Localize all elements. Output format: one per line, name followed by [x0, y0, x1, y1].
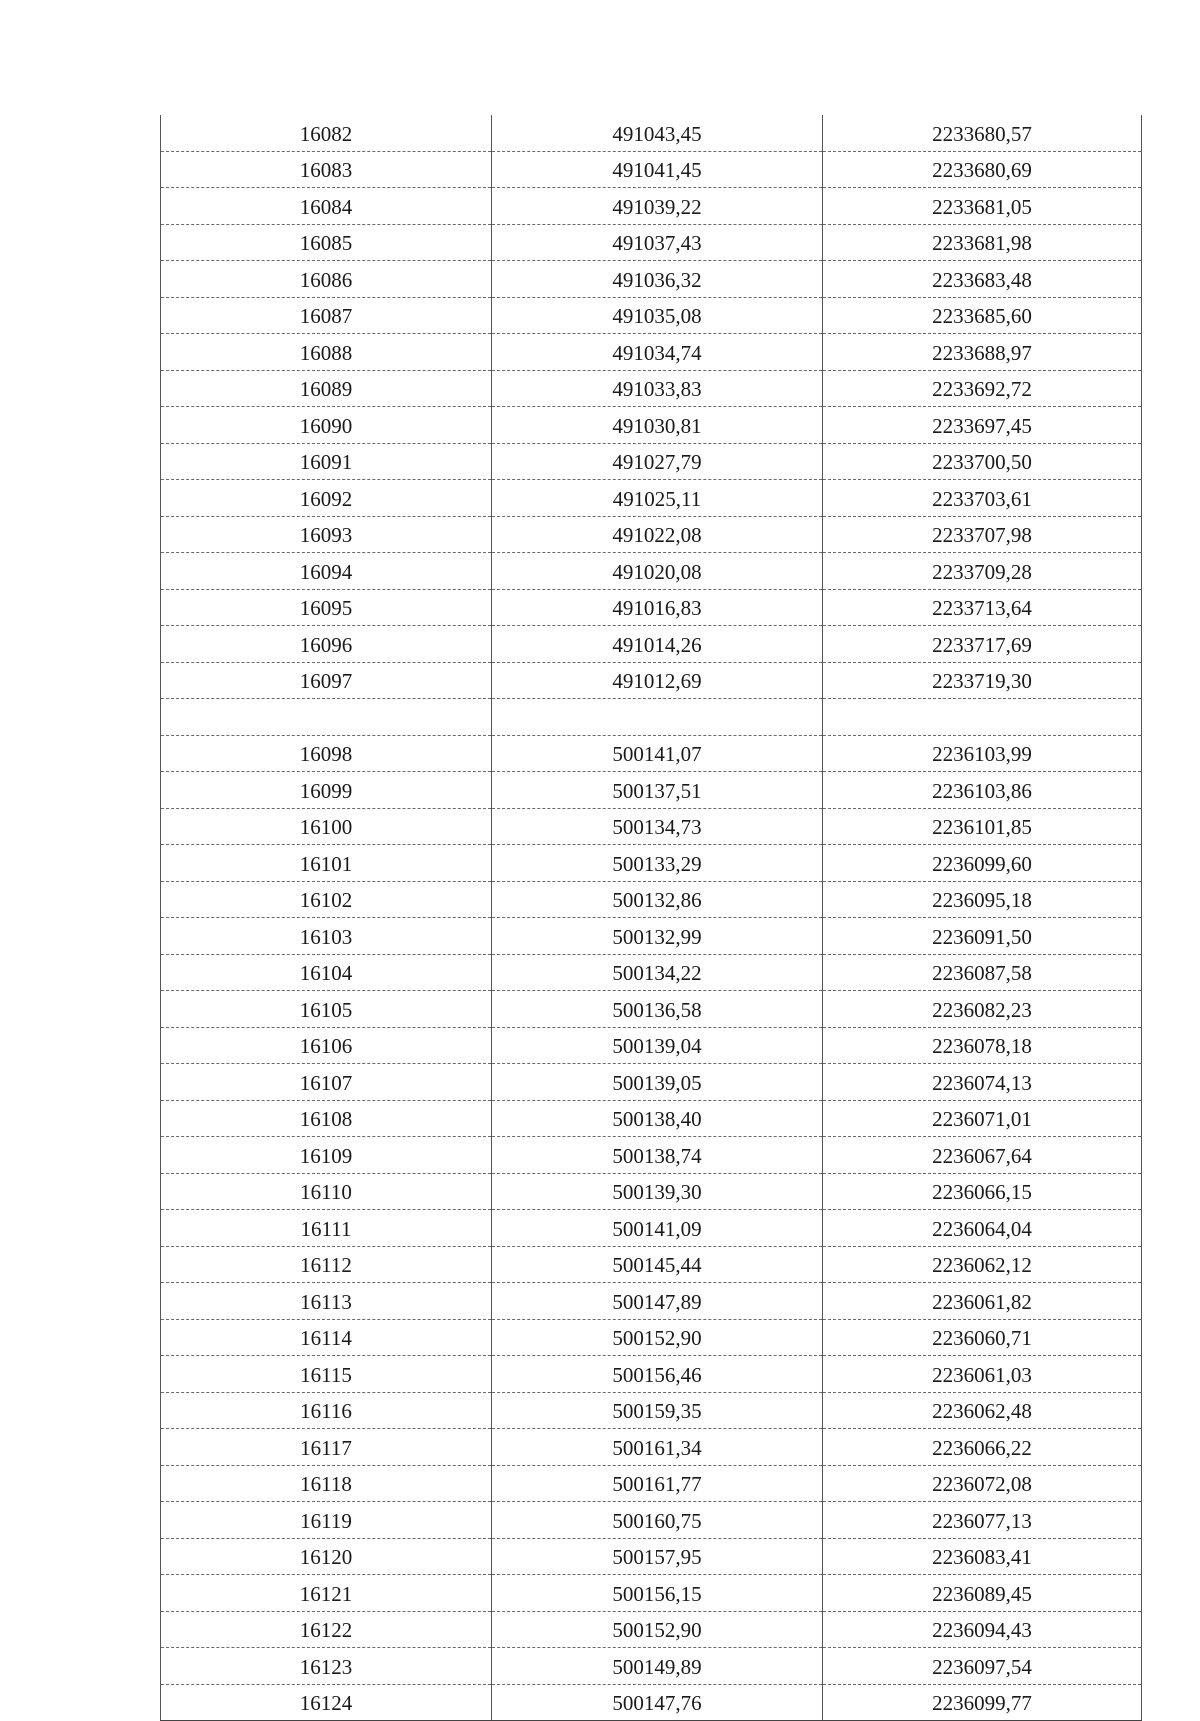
- y-coordinate-cell: 2236060,71: [823, 1319, 1142, 1356]
- y-coordinate-cell: 2236066,22: [823, 1429, 1142, 1466]
- x-coordinate-cell: 500136,58: [492, 991, 823, 1028]
- point-number-cell: 16099: [161, 772, 492, 809]
- x-coordinate-cell: 500141,07: [492, 735, 823, 772]
- x-coordinate-cell: 500138,40: [492, 1100, 823, 1137]
- y-coordinate-cell: 2236072,08: [823, 1465, 1142, 1502]
- x-coordinate-cell: 500160,75: [492, 1502, 823, 1539]
- point-number-cell: 16110: [161, 1173, 492, 1210]
- x-coordinate-cell: 500147,76: [492, 1684, 823, 1721]
- table-row: [161, 808, 1142, 845]
- table-row: [161, 188, 1142, 225]
- y-coordinate-cell: 2233680,69: [823, 151, 1142, 188]
- table-row: [161, 1611, 1142, 1648]
- y-coordinate-cell: 2233692,72: [823, 370, 1142, 407]
- x-coordinate-cell: 491039,22: [492, 188, 823, 225]
- y-coordinate-cell: 2236095,18: [823, 881, 1142, 918]
- y-coordinate-cell: 2236103,86: [823, 772, 1142, 809]
- table-row: [161, 1173, 1142, 1210]
- table-row: [161, 334, 1142, 371]
- table-row: [161, 1392, 1142, 1429]
- table-row: [161, 261, 1142, 298]
- y-coordinate-cell: 2236101,85: [823, 808, 1142, 845]
- table-row: [161, 881, 1142, 918]
- point-number-cell: 16086: [161, 261, 492, 298]
- y-coordinate-cell: 2233683,48: [823, 261, 1142, 298]
- table-row: [161, 626, 1142, 663]
- point-number-cell: 16112: [161, 1246, 492, 1283]
- x-coordinate-cell: 491016,83: [492, 589, 823, 626]
- point-number-cell: 16117: [161, 1429, 492, 1466]
- point-number-cell: 16120: [161, 1538, 492, 1575]
- point-number-cell: [161, 699, 492, 736]
- point-number-cell: 16095: [161, 589, 492, 626]
- table-row: [161, 954, 1142, 991]
- x-coordinate-cell: 491014,26: [492, 626, 823, 663]
- point-number-cell: 16089: [161, 370, 492, 407]
- y-coordinate-cell: 2236089,45: [823, 1575, 1142, 1612]
- table-row: [161, 1137, 1142, 1174]
- point-number-cell: 16116: [161, 1392, 492, 1429]
- table-row: [161, 297, 1142, 334]
- point-number-cell: 16102: [161, 881, 492, 918]
- y-coordinate-cell: 2233688,97: [823, 334, 1142, 371]
- x-coordinate-cell: 500132,86: [492, 881, 823, 918]
- y-coordinate-cell: 2236062,48: [823, 1392, 1142, 1429]
- x-coordinate-cell: 500161,77: [492, 1465, 823, 1502]
- point-number-cell: 16104: [161, 954, 492, 991]
- x-coordinate-cell: 500139,05: [492, 1064, 823, 1101]
- x-coordinate-cell: 500139,30: [492, 1173, 823, 1210]
- y-coordinate-cell: 2233713,64: [823, 589, 1142, 626]
- x-coordinate-cell: 500147,89: [492, 1283, 823, 1320]
- y-coordinate-cell: 2236094,43: [823, 1611, 1142, 1648]
- table-row: [161, 553, 1142, 590]
- x-coordinate-cell: 491020,08: [492, 553, 823, 590]
- y-coordinate-cell: 2236074,13: [823, 1064, 1142, 1101]
- x-coordinate-cell: 491022,08: [492, 516, 823, 553]
- x-coordinate-cell: 491035,08: [492, 297, 823, 334]
- table-row: [161, 1648, 1142, 1685]
- x-coordinate-cell: 500145,44: [492, 1246, 823, 1283]
- table-row: [161, 735, 1142, 772]
- table-row: [161, 1246, 1142, 1283]
- x-coordinate-cell: 500133,29: [492, 845, 823, 882]
- point-number-cell: 16085: [161, 224, 492, 261]
- y-coordinate-cell: 2233719,30: [823, 662, 1142, 699]
- y-coordinate-cell: 2236097,54: [823, 1648, 1142, 1685]
- table-row: [161, 480, 1142, 517]
- point-number-cell: 16111: [161, 1210, 492, 1247]
- point-number-cell: 16082: [161, 115, 492, 151]
- point-number-cell: 16123: [161, 1648, 492, 1685]
- x-coordinate-cell: 491041,45: [492, 151, 823, 188]
- table-row: [161, 370, 1142, 407]
- x-coordinate-cell: 491033,83: [492, 370, 823, 407]
- y-coordinate-cell: 2236062,12: [823, 1246, 1142, 1283]
- table-row: [161, 1538, 1142, 1575]
- point-number-cell: 16124: [161, 1684, 492, 1721]
- x-coordinate-cell: 491034,74: [492, 334, 823, 371]
- table-row: [161, 443, 1142, 480]
- point-number-cell: 16090: [161, 407, 492, 444]
- coordinates-table: [160, 115, 1142, 1721]
- table-row-empty: [161, 699, 1142, 736]
- table-row: [161, 1319, 1142, 1356]
- table-row: [161, 918, 1142, 955]
- table-row: [161, 224, 1142, 261]
- table-row: [161, 589, 1142, 626]
- x-coordinate-cell: 500132,99: [492, 918, 823, 955]
- y-coordinate-cell: 2233685,60: [823, 297, 1142, 334]
- x-coordinate-cell: 500138,74: [492, 1137, 823, 1174]
- table-row: [161, 115, 1142, 151]
- table-row: [161, 1064, 1142, 1101]
- y-coordinate-cell: 2233697,45: [823, 407, 1142, 444]
- table-row: [161, 845, 1142, 882]
- x-coordinate-cell: 500134,73: [492, 808, 823, 845]
- point-number-cell: 16103: [161, 918, 492, 955]
- x-coordinate-cell: 500159,35: [492, 1392, 823, 1429]
- x-coordinate-cell: 500152,90: [492, 1611, 823, 1648]
- y-coordinate-cell: 2233709,28: [823, 553, 1142, 590]
- point-number-cell: 16118: [161, 1465, 492, 1502]
- x-coordinate-cell: 500139,04: [492, 1027, 823, 1064]
- y-coordinate-cell: 2236082,23: [823, 991, 1142, 1028]
- point-number-cell: 16092: [161, 480, 492, 517]
- table-row: [161, 772, 1142, 809]
- y-coordinate-cell: 2236078,18: [823, 1027, 1142, 1064]
- x-coordinate-cell: 491037,43: [492, 224, 823, 261]
- y-coordinate-cell: 2236103,99: [823, 735, 1142, 772]
- x-coordinate-cell: 500156,46: [492, 1356, 823, 1393]
- table-row: [161, 516, 1142, 553]
- table-row: [161, 1027, 1142, 1064]
- y-coordinate-cell: [823, 699, 1142, 736]
- y-coordinate-cell: 2236061,82: [823, 1283, 1142, 1320]
- coordinates-table-body: [161, 115, 1142, 1721]
- point-number-cell: 16107: [161, 1064, 492, 1101]
- y-coordinate-cell: 2236066,15: [823, 1173, 1142, 1210]
- y-coordinate-cell: 2233703,61: [823, 480, 1142, 517]
- table-row: [161, 1356, 1142, 1393]
- x-coordinate-cell: 491036,32: [492, 261, 823, 298]
- point-number-cell: 16087: [161, 297, 492, 334]
- point-number-cell: 16100: [161, 808, 492, 845]
- x-coordinate-cell: 500157,95: [492, 1538, 823, 1575]
- y-coordinate-cell: 2233700,50: [823, 443, 1142, 480]
- y-coordinate-cell: 2233707,98: [823, 516, 1142, 553]
- y-coordinate-cell: 2233681,98: [823, 224, 1142, 261]
- y-coordinate-cell: 2236067,64: [823, 1137, 1142, 1174]
- table-row: [161, 1210, 1142, 1247]
- point-number-cell: 16101: [161, 845, 492, 882]
- x-coordinate-cell: 491043,45: [492, 115, 823, 151]
- x-coordinate-cell: 500141,09: [492, 1210, 823, 1247]
- point-number-cell: 16088: [161, 334, 492, 371]
- point-number-cell: 16108: [161, 1100, 492, 1137]
- table-row: [161, 1429, 1142, 1466]
- y-coordinate-cell: 2236077,13: [823, 1502, 1142, 1539]
- point-number-cell: 16106: [161, 1027, 492, 1064]
- point-number-cell: 16091: [161, 443, 492, 480]
- table-row: [161, 1465, 1142, 1502]
- table-row: [161, 1502, 1142, 1539]
- point-number-cell: 16122: [161, 1611, 492, 1648]
- y-coordinate-cell: 2236064,04: [823, 1210, 1142, 1247]
- point-number-cell: 16109: [161, 1137, 492, 1174]
- point-number-cell: 16105: [161, 991, 492, 1028]
- point-number-cell: 16114: [161, 1319, 492, 1356]
- x-coordinate-cell: 491012,69: [492, 662, 823, 699]
- point-number-cell: 16096: [161, 626, 492, 663]
- x-coordinate-cell: 491027,79: [492, 443, 823, 480]
- table-row: [161, 151, 1142, 188]
- table-row: [161, 991, 1142, 1028]
- point-number-cell: 16119: [161, 1502, 492, 1539]
- x-coordinate-cell: 500152,90: [492, 1319, 823, 1356]
- table-row: [161, 1684, 1142, 1721]
- y-coordinate-cell: 2236071,01: [823, 1100, 1142, 1137]
- table-row: [161, 1575, 1142, 1612]
- point-number-cell: 16093: [161, 516, 492, 553]
- x-coordinate-cell: 491030,81: [492, 407, 823, 444]
- point-number-cell: 16115: [161, 1356, 492, 1393]
- table-row: [161, 407, 1142, 444]
- y-coordinate-cell: 2233680,57: [823, 115, 1142, 151]
- x-coordinate-cell: 500149,89: [492, 1648, 823, 1685]
- x-coordinate-cell: 500134,22: [492, 954, 823, 991]
- point-number-cell: 16084: [161, 188, 492, 225]
- x-coordinate-cell: 500161,34: [492, 1429, 823, 1466]
- y-coordinate-cell: 2236087,58: [823, 954, 1142, 991]
- table-row: [161, 1283, 1142, 1320]
- point-number-cell: 16083: [161, 151, 492, 188]
- table-row: [161, 662, 1142, 699]
- point-number-cell: 16094: [161, 553, 492, 590]
- x-coordinate-cell: 491025,11: [492, 480, 823, 517]
- point-number-cell: 16097: [161, 662, 492, 699]
- table-row: [161, 1100, 1142, 1137]
- y-coordinate-cell: 2236099,77: [823, 1684, 1142, 1721]
- y-coordinate-cell: 2236061,03: [823, 1356, 1142, 1393]
- point-number-cell: 16113: [161, 1283, 492, 1320]
- x-coordinate-cell: [492, 699, 823, 736]
- y-coordinate-cell: 2236099,60: [823, 845, 1142, 882]
- y-coordinate-cell: 2233681,05: [823, 188, 1142, 225]
- y-coordinate-cell: 2236083,41: [823, 1538, 1142, 1575]
- x-coordinate-cell: 500156,15: [492, 1575, 823, 1612]
- point-number-cell: 16098: [161, 735, 492, 772]
- y-coordinate-cell: 2233717,69: [823, 626, 1142, 663]
- x-coordinate-cell: 500137,51: [492, 772, 823, 809]
- point-number-cell: 16121: [161, 1575, 492, 1612]
- y-coordinate-cell: 2236091,50: [823, 918, 1142, 955]
